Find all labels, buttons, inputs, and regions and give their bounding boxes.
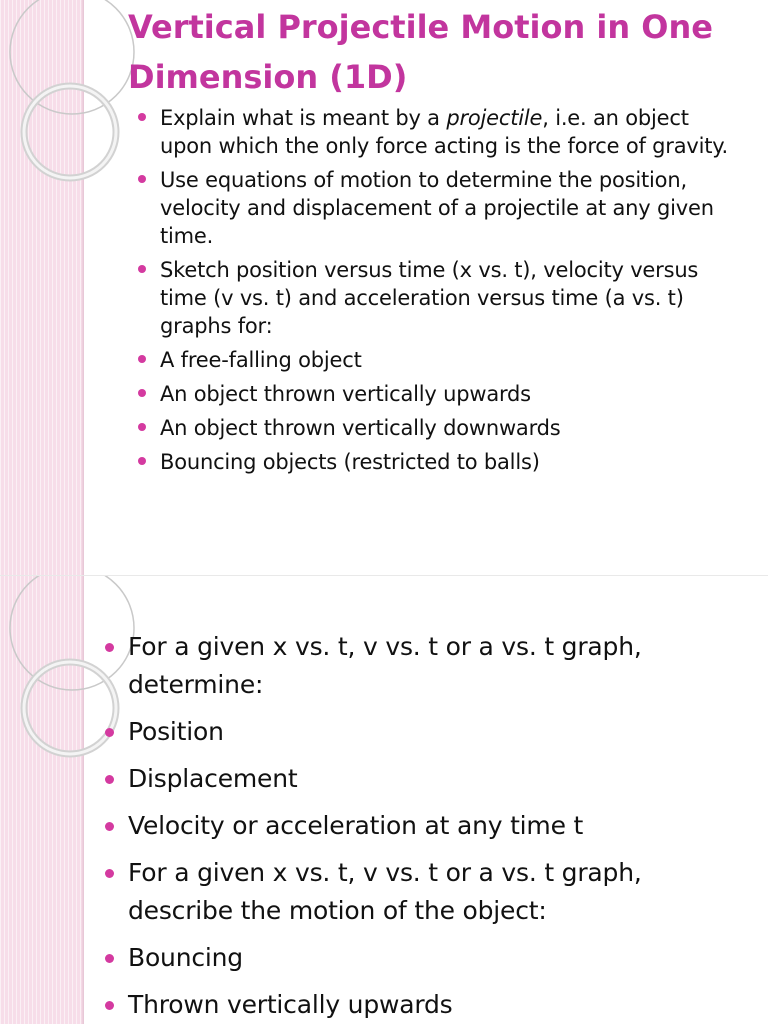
bullet-dot-icon (105, 775, 114, 784)
bullet-dot-icon (138, 389, 146, 397)
bullet-text: Thrown vertically upwards (128, 990, 453, 1019)
bullet-item (104, 854, 744, 930)
bullet-dot-icon (138, 113, 146, 121)
bullet-text: An object thrown vertically upwards (160, 382, 531, 406)
bullet-text: For a given x vs. t, v vs. t or a vs. t graph, determine: (128, 632, 642, 699)
slide-2 (0, 576, 768, 1024)
bullet-dot-icon (105, 869, 114, 878)
ring-thick-inner (24, 86, 116, 178)
bullet-text: Sketch position versus time (x vs. t), velocity versus time (v vs. t) and acceleration versus time (a vs. t) graphs for: (160, 258, 699, 338)
bullet-item (136, 448, 736, 476)
bullet-text: Bouncing (128, 943, 243, 972)
bullet-dot-icon (138, 265, 146, 273)
bullet-dot-icon (138, 355, 146, 363)
bullet-text: An object thrown vertically downwards (160, 416, 561, 440)
bullet-item (136, 166, 736, 250)
bullet-item (136, 256, 736, 340)
bullet-item (104, 986, 744, 1024)
bullet-text: A free-falling object (160, 348, 362, 372)
bullet-text: Use equations of motion to determine the position, velocity and displacement of a projectile at any given time. (160, 168, 714, 248)
bullet-text: Position (128, 717, 224, 746)
bullet-item (104, 807, 744, 845)
slide-2-bullet-list (104, 628, 744, 1024)
bullet-item (136, 104, 736, 160)
bullet-dot-icon (138, 457, 146, 465)
decorative-rings (0, 0, 140, 210)
ring-large (10, 0, 134, 114)
slide-title: Vertical Projectile Motion in One Dimension (1D) (128, 8, 713, 96)
bullet-item (104, 939, 744, 977)
bullet-dot-icon (105, 822, 114, 831)
bullet-item (104, 760, 744, 798)
bullet-dot-icon (138, 175, 146, 183)
bullet-item (104, 713, 744, 751)
bullet-text: Displacement (128, 764, 298, 793)
bullet-dot-icon (105, 1001, 114, 1010)
ring-thick-inner (24, 662, 116, 754)
bullet-text-emphasis: projectile (446, 106, 543, 130)
bullet-item (136, 414, 736, 442)
bullet-text-lead: Explain what is meant by a (160, 106, 447, 130)
slide-1-bullet-list (136, 104, 736, 482)
bullet-item (136, 346, 736, 374)
bullet-text-tail: , i.e. an object upon which the only force acting is the force of gravity. (160, 106, 729, 158)
bullet-dot-icon (105, 643, 114, 652)
bullet-text: Bouncing objects (restricted to balls) (160, 450, 540, 474)
bullet-text: Velocity or acceleration at any time t (128, 811, 584, 840)
bullet-dot-icon (138, 423, 146, 431)
bullet-dot-icon (105, 728, 114, 737)
bullet-text: For a given x vs. t, v vs. t or a vs. t graph, describe the motion of the object: (128, 858, 642, 925)
bullet-dot-icon (105, 954, 114, 963)
bullet-item (104, 628, 744, 704)
bullet-item (136, 380, 736, 408)
